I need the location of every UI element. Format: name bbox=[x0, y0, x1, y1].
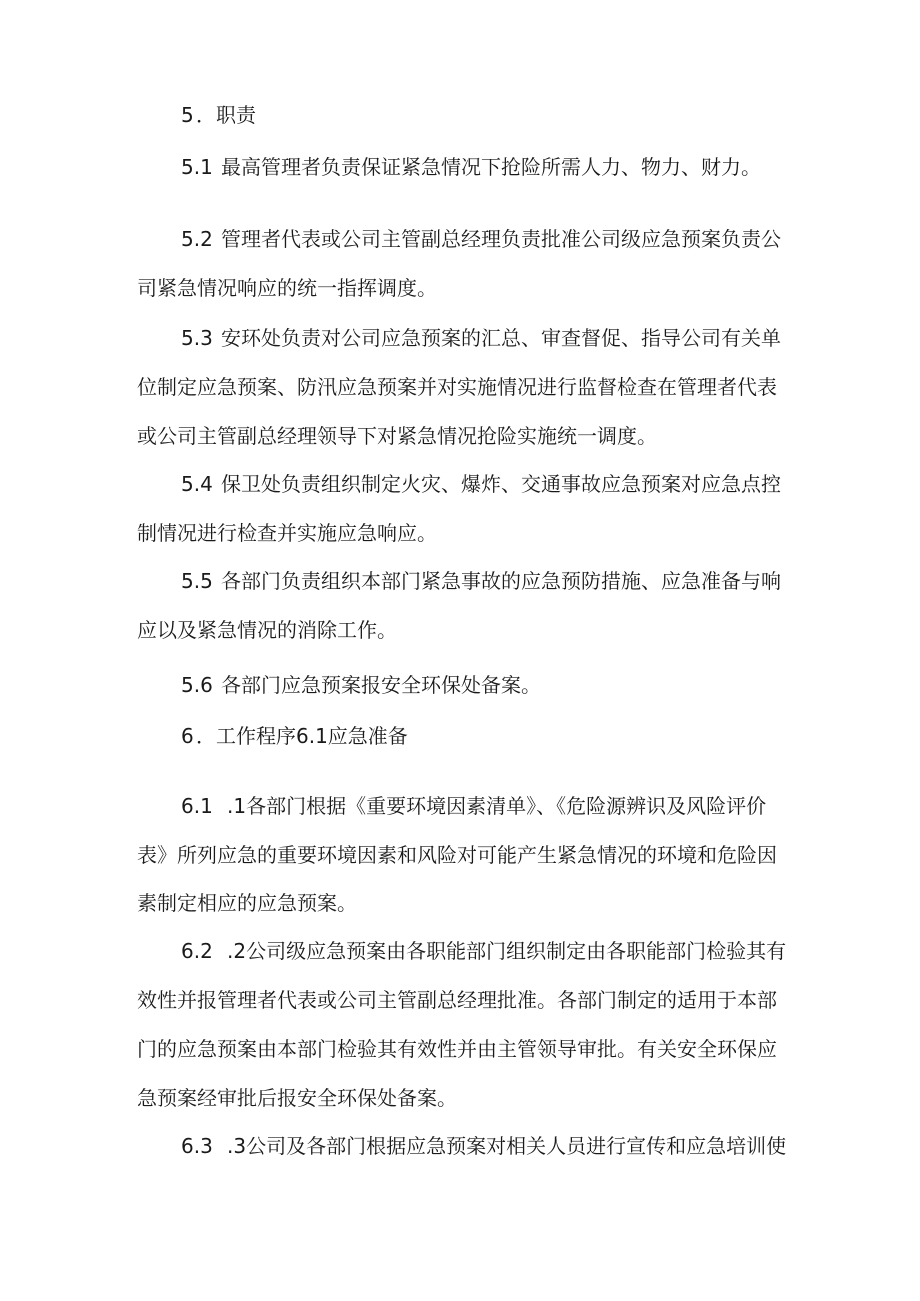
clause-number: 5.1 bbox=[181, 155, 213, 179]
paragraph-text: 门的应急预案由本部门检验其有效性并由主管领导审批。有关安全环保应 bbox=[137, 1037, 777, 1061]
section-number: 5 bbox=[181, 103, 194, 127]
paragraph-text: 急预案经审批后报安全环保处备案。 bbox=[137, 1086, 457, 1110]
paragraph-text: 效性并报管理者代表或公司主管副总经理批准。各部门制定的适用于本部 bbox=[137, 988, 777, 1012]
section-number: 6 bbox=[181, 724, 194, 748]
paragraph-text: 各部门应急预案报安全环保处备案。 bbox=[221, 673, 541, 697]
section-title: ．工作程序6.1应急准备 bbox=[196, 724, 408, 748]
paragraph-text: 最高管理者负责保证紧急情况下抢险所需人力、物力、财力。 bbox=[221, 155, 761, 179]
clause-number: 5.5 bbox=[181, 569, 213, 593]
paragraph-text: .2公司级应急预案由各职能部门组织制定由各职能部门检验其有 bbox=[227, 939, 787, 963]
paragraph-text: 应以及紧急情况的消除工作。 bbox=[137, 618, 397, 642]
paragraph-text: 或公司主管副总经理领导下对紧急情况抢险实施统一调度。 bbox=[137, 424, 657, 448]
section-title: ．职责 bbox=[196, 103, 256, 127]
clause-number: 5.2 bbox=[181, 227, 213, 251]
clause-number: 5.6 bbox=[181, 673, 213, 697]
paragraph-text: 司紧急情况响应的统一指挥调度。 bbox=[137, 276, 437, 300]
clause-number: 6.2 bbox=[181, 939, 213, 963]
clause-number: 6.1 bbox=[181, 794, 213, 818]
paragraph-text: .1各部门根据《重要环境因素清单》、《危险源辨识及风险评价 bbox=[227, 794, 767, 818]
paragraph-text: 管理者代表或公司主管副总经理负责批准公司级应急预案负责公 bbox=[221, 227, 781, 251]
paragraph-text: 保卫处负责组织制定火灾、爆炸、交通事故应急预案对应急点控 bbox=[221, 472, 781, 496]
clause-number: 6.3 bbox=[181, 1134, 213, 1158]
paragraph-text: 表》所列应急的重要环境因素和风险对可能产生紧急情况的环境和危险因 bbox=[137, 843, 777, 867]
paragraph-text: 位制定应急预案、防汛应急预案并对实施情况进行监督检查在管理者代表 bbox=[137, 375, 777, 399]
clause-number: 5.4 bbox=[181, 472, 213, 496]
paragraph-text: 各部门负责组织本部门紧急事故的应急预防措施、应急准备与响 bbox=[221, 569, 781, 593]
paragraph-text: 素制定相应的应急预案。 bbox=[137, 891, 357, 915]
paragraph-text: 安环处负责对公司应急预案的汇总、审查督促、指导公司有关单 bbox=[221, 326, 781, 350]
paragraph-text: 制情况进行检查并实施应急响应。 bbox=[137, 521, 437, 545]
clause-number: 5.3 bbox=[181, 326, 213, 350]
paragraph-text: .3公司及各部门根据应急预案对相关人员进行宣传和应急培训使 bbox=[227, 1134, 787, 1158]
